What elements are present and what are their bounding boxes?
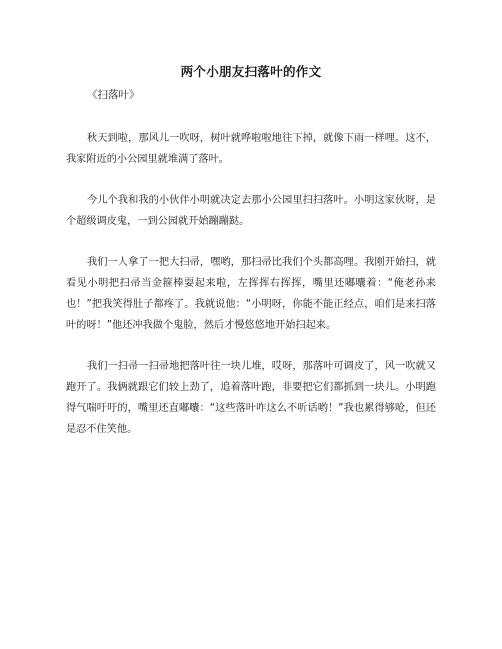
essay-subtitle: 《扫落叶》 (87, 89, 140, 101)
document-title: 两个小朋友扫落叶的作文 (180, 64, 322, 79)
paragraph-1: 秋天到啦，那风儿一吹呀，树叶就哗啦啦地往下掉，就像下雨一样哩。这不，我家附近的小公园里就堆满了落叶。 (66, 133, 436, 165)
paragraph-4: 我们一扫帚一扫帚地把落叶往一块儿堆，哎呀，那落叶可调皮了，风一吹就又跑开了。我俩就跟它们较上劲了，追着落叶跑，非要把它们都抓到一块儿。小明跑得气喘吁吁的，嘴里还直嘟囔：“这些落叶咋这么不听话哟！”我也累得够呛，但还是忍不住笑他。 (66, 361, 436, 435)
paragraph-3: 我们一人拿了一把大扫帚，嘿哟，那扫帚比我们个头都高哩。我刚开始扫，就看见小明把扫帚当金箍棒耍起来啦，左挥挥右挥挥，嘴里还嘟囔着：“俺老孙来也！”把我笑得肚子都疼了。我就说他：“小明呀，你能不能正经点，咱们是来扫落叶的呀！”他还冲我做个鬼脸，然后才慢悠悠地开始扫起来。 (66, 257, 436, 331)
paragraph-2: 今儿个我和我的小伙伴小明就决定去那小公园里扫扫落叶。小明这家伙呀，是个超级调皮鬼，一到公园就开始蹦蹦跶。 (66, 195, 436, 227)
